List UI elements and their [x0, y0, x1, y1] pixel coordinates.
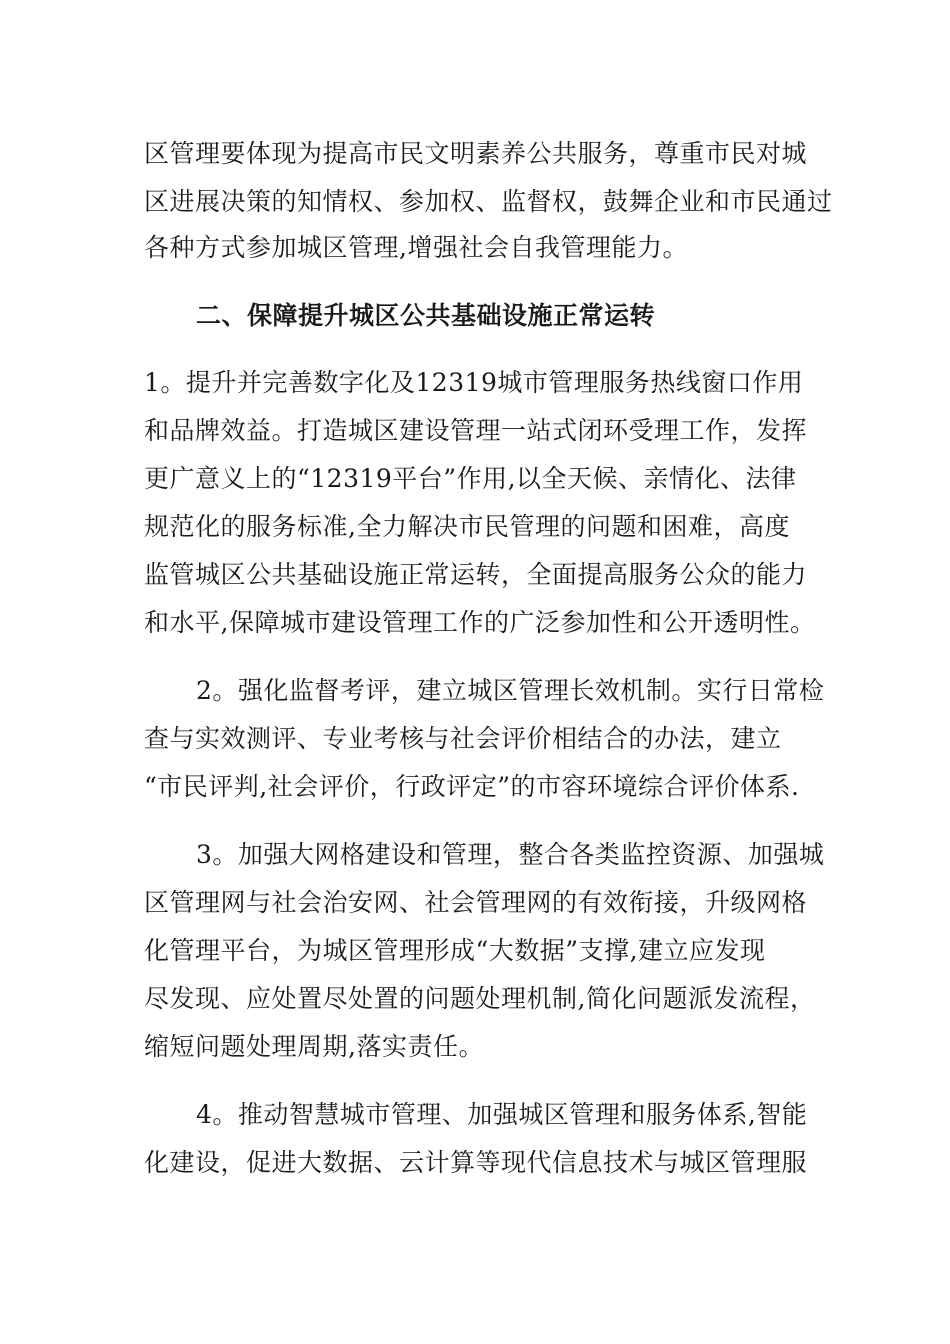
body-line: 区管理网与社会治安网、社会管理网的有效衔接，升级网格 — [144, 888, 808, 917]
body-line: 查与实效测评、专业考核与社会评价相结合的办法，建立 — [144, 724, 782, 753]
body-line: 缩短问题处理周期,落实责任。 — [144, 1032, 484, 1061]
body-line: 3。加强大网格建设和管理，整合各类监控资源、加强城 — [196, 840, 825, 869]
body-line: 和水平,保障城市建设管理工作的广泛参加性和公开透明性。 — [144, 608, 816, 637]
body-line: 规范化的服务标准,全力解决市民管理的问题和困难，高度 — [144, 512, 790, 541]
body-line: 1。提升并完善数字化及12319城市管理服务热线窗口作用 — [144, 368, 804, 397]
body-line: 4。推动智慧城市管理、加强城区管理和服务体系,智能 — [196, 1100, 808, 1129]
section-heading: 二、保障提升城区公共基础设施正常运转 — [196, 301, 656, 330]
body-line: 化建设，促进大数据、云计算等现代信息技术与城区管理服 — [144, 1148, 808, 1177]
body-line: 区进展决策的知情权、参加权、监督权，鼓舞企业和市民通过 — [144, 187, 833, 216]
body-line: 区管理要体现为提高市民文明素养公共服务，尊重市民对城 — [144, 139, 808, 168]
body-line: 2。强化监督考评，建立城区管理长效机制。实行日常检 — [196, 676, 825, 705]
body-line: 化管理平台，为城区管理形成“大数据”支撑,建立应发现 — [144, 936, 766, 965]
body-line: 各种方式参加城区管理,增强社会自我管理能力。 — [144, 233, 688, 262]
body-line: “市民评判,社会评价，行政评定”的市容环境综合评价体系. — [144, 772, 800, 801]
body-line: 更广意义上的“12319平台”作用,以全天候、亲情化、法律 — [144, 464, 797, 493]
body-line: 监管城区公共基础设施正常运转，全面提高服务公众的能力 — [144, 560, 808, 589]
body-line: 和品牌效益。打造城区建设管理一站式闭环受理工作，发挥 — [144, 416, 808, 445]
body-line: 尽发现、应处置尽处置的问题处理机制,简化问题派发流程， — [144, 984, 816, 1013]
